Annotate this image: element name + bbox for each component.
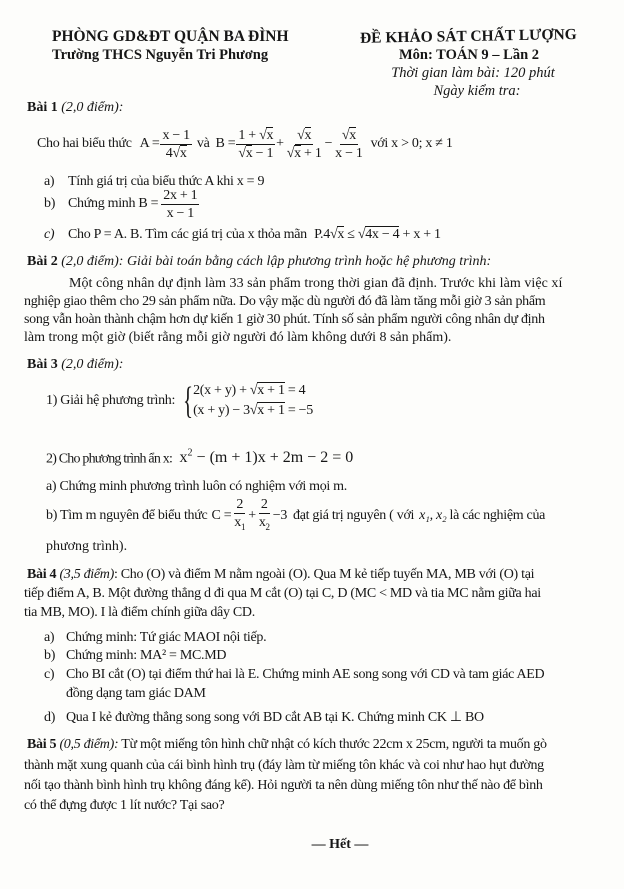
bai2-line-3: song vẫn hoàn thành chậm hơn dự kiến 1 giờ 30 phút. Tính số sản phẩm người công nhân dự định	[24, 312, 545, 327]
bai2-line-4: làm trong một giờ (biết rằng mỗi giờ người đó làm không dưới 8 sản phẩm).	[24, 330, 452, 345]
bai5-line-2: thành mặt xung quanh của cái bình hình trụ (đáy làm từ miếng tôn khác và coi như hao hụt đường	[24, 758, 544, 773]
bai1-condition: với x > 0; x ≠ 1	[370, 136, 453, 151]
bai2-heading: Bài 2 (2,0 điểm): Giải bài toán bằng cách lập phương trình hoặc hệ phương trình:	[27, 254, 492, 269]
expr-B-term2: $\frac{√x}{√x + 1}$	[286, 127, 322, 161]
bai2-line-1: Một công nhân dự định làm 33 sản phẩm trong thời gian đã định. Trước khi làm việc xí	[69, 276, 563, 291]
header-right-line3: Thời gian làm bài: 120 phút	[391, 65, 555, 81]
header-right-line4: Ngày kiểm tra:	[433, 83, 521, 99]
bai1-item-c: c) Cho P = A. B. Tìm các giá trị của x thỏa mãn P.4√x ≤ √4x − 4 + x + 1	[44, 227, 441, 242]
system-eq2: (x + y) − 3√x + 1 = −5	[193, 403, 313, 418]
system-eq1: 2(x + y) + √x + 1 = 4	[193, 383, 306, 398]
minus-sign: −	[324, 136, 333, 151]
bai4-item-d: d) Qua I kẻ đường thẳng song song với BD cắt AB tại K. Chứng minh CK ⊥ BO	[44, 710, 484, 725]
bai4-line-1: Bài 4 (3,5 điểm): Cho (O) và điểm M nằm ngoài (O). Qua M kẻ tiếp tuyến MA, MB với (O) tại	[27, 567, 535, 582]
bai3-item-b-cont: phương trình).	[46, 539, 128, 554]
bai5-line-1: Bài 5 (0,5 điểm): Từ một miếng tôn hình chữ nhật có kích thước 22cm x 25cm, người ta muốn gò	[27, 737, 547, 752]
expr-A-den: 4√x	[165, 145, 187, 161]
bai4-item-c-cont: đồng dạng tam giác DAM	[66, 686, 206, 701]
bai3-item-a: a) Chứng minh phương trình luôn có nghiệm với mọi m.	[46, 479, 347, 494]
expr-B-lhs: B =	[215, 136, 236, 151]
plus-sign: +	[276, 136, 284, 151]
bai3-heading: Bài 3 (2,0 điểm):	[27, 357, 124, 372]
C-term2: $\frac{2}{x_2}$	[258, 497, 270, 532]
bai5-line-3: nối tạo thành bình hình trụ không đáng kể). Hỏi người ta nên dùng miếng tôn như thế nào để bình	[24, 778, 543, 793]
left-brace-icon: {	[183, 380, 194, 422]
bai3-quadratic: $x^2 - (m + 1)x + 2m - 2 = 0$	[179, 448, 354, 467]
expr-B-term1: $\frac{1 + √x}{√x - 1}$	[238, 127, 274, 161]
bai1-heading	[27, 99, 123, 117]
bai5-line-4: có thể đựng được 1 lít nước? Tại sao?	[24, 798, 225, 813]
bai1-intro: Cho hai biểu thức	[37, 136, 132, 151]
bai1-title: Bài 1	[27, 100, 58, 115]
expr-A-lhs: A =	[139, 136, 160, 151]
bai1-c-inequality: P.4√x ≤ √4x − 4 + x + 1	[314, 227, 441, 242]
bai4-item-c: c) Cho BI cắt (O) tại điểm thứ hai là E. Chứng minh AE song song với CD và tam giác AED	[44, 667, 545, 682]
bai4-item-a: a) Chứng minh: Tứ giác MAOI nội tiếp.	[44, 630, 267, 645]
bai4-line-3: tia MB, MO). I là điểm chính giữa dây CD.	[24, 605, 255, 620]
bai3-item-b: b) Tìm m nguyên để biểu thức C = $\frac{2}{x_1}$ + $\frac{2}{x_2}$ −3 đạt giá trị nguyên ( với x₁, x₂ là các nghiệm của	[46, 496, 545, 536]
header-right-line1: ĐỀ KHẢO SÁT CHẤT LƯỢNG	[359, 26, 577, 47]
header-left-line2: Trường THCS Nguyễn Tri Phương	[52, 47, 269, 63]
bai1-points: (2,0 điểm):	[61, 100, 124, 115]
header-left-line1: PHÒNG GD&ĐT QUẬN BA ĐÌNH	[52, 28, 289, 45]
bai3-system: 1) Giải hệ phương trình: { 2(x + y) + √x + 1 = 4 (x + y) − 3√x + 1 = −5	[46, 380, 313, 422]
C-term1: $\frac{2}{x_1}$	[234, 497, 246, 532]
expr-A-fraction	[160, 127, 191, 162]
bai1-b-fraction: $\frac{2x + 1}{x - 1}$	[163, 187, 198, 221]
expr-B-term3: $\frac{√x}{x - 1}$	[335, 127, 363, 161]
bai1-item-a: a) Tính giá trị của biểu thức A khi x = 9	[44, 174, 265, 189]
expr-A-num: x − 1	[162, 127, 190, 143]
bai4-item-b: b) Chứng minh: MA² = MC.MD	[44, 648, 227, 663]
bai3-part2: 2) Cho phương trình ẩn x: $x^2 - (m + 1)x + 2m - 2 = 0$	[46, 448, 354, 467]
va-word: và	[196, 136, 210, 151]
header-right-line2: Môn: TOÁN 9 – Lần 2	[398, 47, 540, 63]
bai4-line-2: tiếp điểm A, B. Một đường thẳng d đi qua M cắt (O) tại C, D (MC < MD và tia MC nằm giữa hai	[24, 586, 541, 601]
bai1-expressions	[37, 126, 453, 162]
bai2-line-2: nghiệp giao thêm cho 29 sản phẩm nữa. Do vậy mặc dù người đó đã làm tăng mỗi giờ 3 sản phẩm	[24, 294, 546, 309]
bai1-item-b: b) Chứng minh B = $\frac{2x + 1}{x - 1}$	[44, 187, 198, 221]
end-marker: — Hết —	[311, 837, 369, 852]
